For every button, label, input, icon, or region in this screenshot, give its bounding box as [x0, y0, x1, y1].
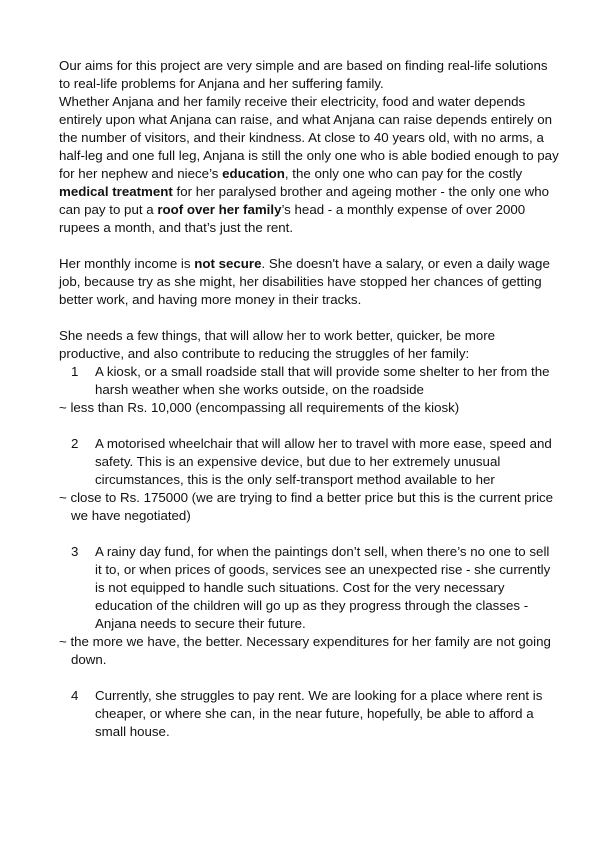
list-item-text: A rainy day fund, for when the paintings don’t sell, when there’s no one to sell it to, or when prices of goods, services see an unexpected rise - she currently is not equipped to handle such situations. Cost for the very necessary education of the children will go up as they progress through the classes - Anjana needs to secure their future. — [95, 544, 551, 631]
needs-intro: She needs a few things, that will allow her to work better, quicker, be more productive, and also contribute to reducing the struggles of her family: — [59, 328, 496, 361]
emphasis-education: education — [222, 166, 285, 181]
list-item — [59, 543, 559, 633]
list-item-text: A kiosk, or a small roadside stall that will provide some shelter to her from the harsh weather when she works outside, on the roadside — [95, 364, 550, 397]
intro-paragraph-2: Whether Anjana and her family receive their electricity, food and water depends entirely upon what Anjana can raise, and what Anjana can raise depends entirely on the number of visitors, and their kindness. At close to 40 years old, with no arms, a half-leg and one full leg, Anjana is still the only one who is able bodied enough to pay for her nephew and niece’s education, the only one who can pay for the costly medical treatment for her paralysed brother and ageing mother - the only one who can pay to put a roof over her family’s head - a monthly expense of over 2000 rupees a month, and that’s just the rent. — [59, 94, 559, 235]
list-item-number: 2 — [71, 436, 79, 451]
list-item-text: Currently, she struggles to pay rent. We are looking for a place where rent is cheaper, or where she can, in the near future, hopefully, be able to afford a small house. — [95, 688, 543, 739]
list-item-number: 4 — [71, 688, 79, 703]
income-paragraph: Her monthly income is not secure. She doesn't have a salary, or even a daily wage job, because try as she might, her disabilities have stopped her chances of getting better work, and having more money in their tracks. — [59, 256, 550, 307]
list-item-text: A motorised wheelchair that will allow her to travel with more ease, speed and safety. This is an expensive device, but due to her extremely unusual circumstances, this is the only self-transport method available to her — [95, 436, 552, 487]
list-item-cost: ~ close to Rs. 175000 (we are trying to find a better price but this is the current price we have negotiated) — [59, 490, 554, 523]
emphasis-medical-treatment: medical treatment — [59, 184, 173, 199]
document-body — [59, 57, 559, 741]
list-item — [59, 363, 559, 399]
list-item-cost: ~ less than Rs. 10,000 (encompassing all requirements of the kiosk) — [59, 400, 460, 415]
intro-paragraph-1: Our aims for this project are very simple and are based on finding real-life solutions to real-life problems for Anjana and her suffering family. — [59, 58, 548, 91]
emphasis-not-secure: not secure — [194, 256, 262, 271]
list-item-number: 3 — [71, 544, 79, 559]
list-item-number: 1 — [71, 364, 79, 379]
list-item-cost: ~ the more we have, the better. Necessary expenditures for her family are not going down. — [59, 634, 551, 667]
list-item — [59, 687, 559, 741]
list-item — [59, 435, 559, 489]
emphasis-roof-over-her-family: roof over her family — [157, 202, 282, 217]
